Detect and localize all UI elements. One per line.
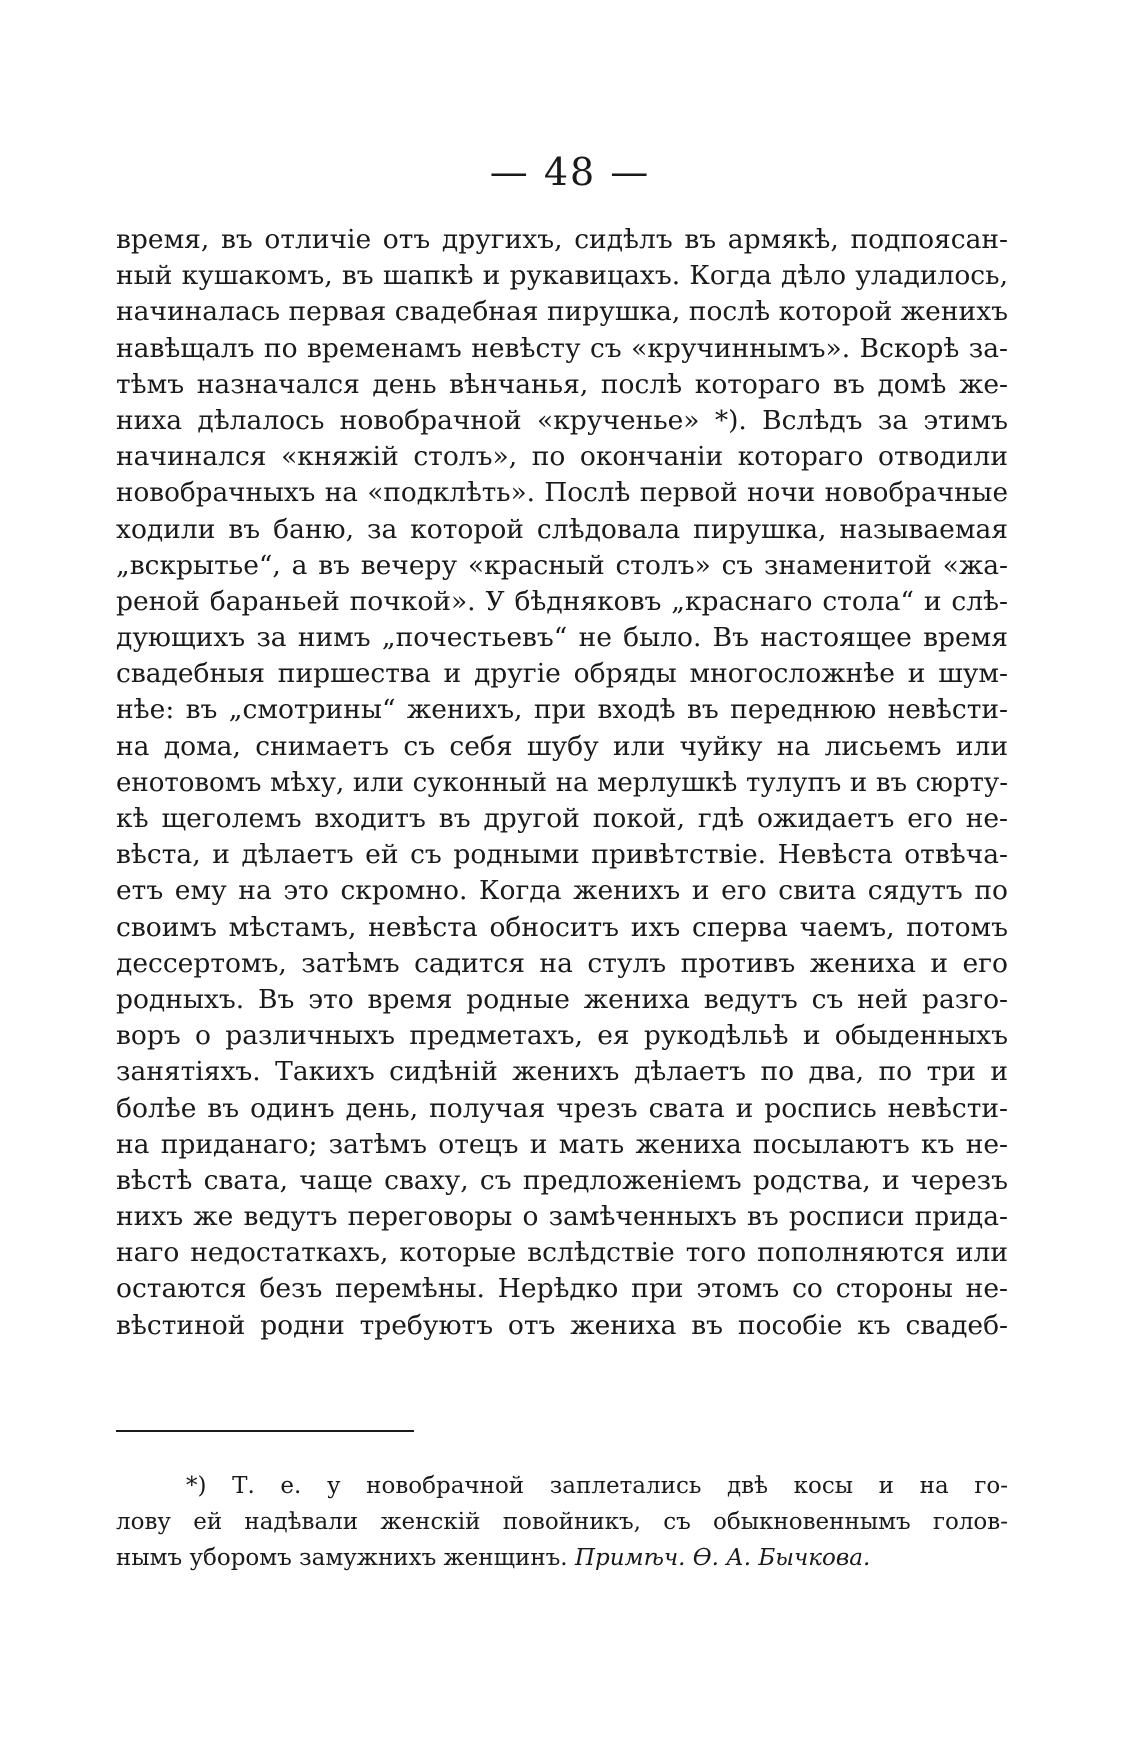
text-line: вѣстѣ свата, чаще сваху, съ предложеніемъ родства, и черезъ: [116, 1164, 1008, 1196]
text-line: свадебныя пиршества и другіе обряды многосложнѣе и шум-: [116, 658, 1008, 690]
text-line: ный кушакомъ, въ шапкѣ и рукавицахъ. Когда дѣло уладилось,: [116, 260, 1008, 292]
body-text: [116, 222, 1008, 1344]
footnote-line: лову ей надѣвали женскій повойникъ, съ обыкновеннымъ голов-: [116, 1509, 1008, 1535]
text-line: ходили въ баню, за которой слѣдовала пирушка, называемая: [116, 513, 1008, 545]
text-line: дующихъ за нимъ „почестьевъ“ не было. Въ настоящее время: [116, 622, 1008, 654]
footnote-divider: [116, 1430, 414, 1432]
text-line: дессертомъ, затѣмъ садится на стулъ противъ жениха и его: [116, 947, 1008, 979]
text-line: вѣста, и дѣлаетъ ей съ родными привѣтствіе. Невѣста отвѣча-: [116, 839, 1008, 871]
text-line: наго недостаткахъ, которые вслѣдствіе того пополняются или: [116, 1237, 1008, 1269]
text-line: етъ ему на это скромно. Когда женихъ и его свита сядутъ по: [116, 875, 1008, 907]
footnote: [116, 1468, 1008, 1576]
text-line: воръ о различныхъ предметахъ, ея рукодѣльѣ и обыденныхъ: [116, 1020, 1008, 1052]
text-line: реной бараньей почкой». У бѣдняковъ „краснаго стола“ и слѣ-: [116, 585, 1008, 617]
text-line: время, въ отличіе отъ другихъ, сидѣлъ въ армякѣ, подпоясан-: [116, 224, 1008, 255]
text-line: своимъ мѣстамъ, невѣста обноситъ ихъ сперва чаемъ, потомъ: [116, 911, 1008, 943]
text-line: болѣе въ одинъ день, получая чрезъ свата и роспись невѣсти-: [116, 1092, 1008, 1124]
text-line: кѣ щеголемъ входитъ въ другой покой, гдѣ ожидаетъ его не-: [116, 803, 1008, 834]
text-line: остаются безъ перемѣны. Нерѣдко при этомъ со стороны не-: [116, 1273, 1008, 1305]
text-line: на дома, снимаетъ съ себя шубу или чуйку на лисьемъ или: [116, 730, 1008, 762]
footnote-text: нымъ уборомъ замужнихъ женщинъ.: [116, 1545, 568, 1571]
text-line: нѣе: въ „смотрины“ женихъ, при входѣ въ переднюю невѣсти-: [116, 694, 1008, 726]
text-line: „вскрытье“, а въ вечеру «красный столъ» съ знаменитой «жа-: [116, 549, 1008, 581]
text-line: на приданаго; затѣмъ отецъ и мать жениха посылаютъ къ не-: [116, 1128, 1008, 1160]
text-line: родныхъ. Въ это время родные жениха ведутъ съ ней разго-: [116, 983, 1008, 1015]
page-number: — 48 —: [489, 150, 651, 194]
text-line: занятіяхъ. Такихъ сидѣній женихъ дѣлаетъ по два, по три и: [116, 1056, 1008, 1088]
footnote-line: *) Т. е. у новобрачной заплетались двѣ косы и на го-: [186, 1473, 1008, 1499]
text-line: новобрачныхъ на «подклѣть». Послѣ первой ночи новобрачные: [116, 478, 1008, 509]
footnote-line: [116, 1540, 1008, 1576]
text-line: нихъ же ведутъ переговоры о замѣченныхъ въ росписи прида-: [116, 1201, 1008, 1233]
footnote-attribution: Примѣч. Ѳ. А. Бычкова.: [574, 1545, 871, 1571]
text-line: енотовомъ мѣху, или суконный на мерлушкѣ тулупъ и въ сюрту-: [116, 767, 1008, 798]
text-line: начинался «княжій столъ», по окончаніи котораго отводили: [116, 441, 1008, 473]
text-line: ниха дѣлалось новобрачной «крученье» *). Вслѣдъ за этимъ: [116, 404, 1008, 436]
text-line: начиналась первая свадебная пирушка, послѣ которой женихъ: [116, 296, 1008, 328]
text-line: тѣмъ назначался день вѣнчанья, послѣ котораго въ домѣ же-: [116, 368, 1008, 400]
text-line: навѣщалъ по временамъ невѣсту съ «кручиннымъ». Вскорѣ за-: [116, 332, 1008, 364]
text-line: вѣстиной родни требуютъ отъ жениха въ пособіе къ свадеб-: [116, 1309, 1008, 1341]
